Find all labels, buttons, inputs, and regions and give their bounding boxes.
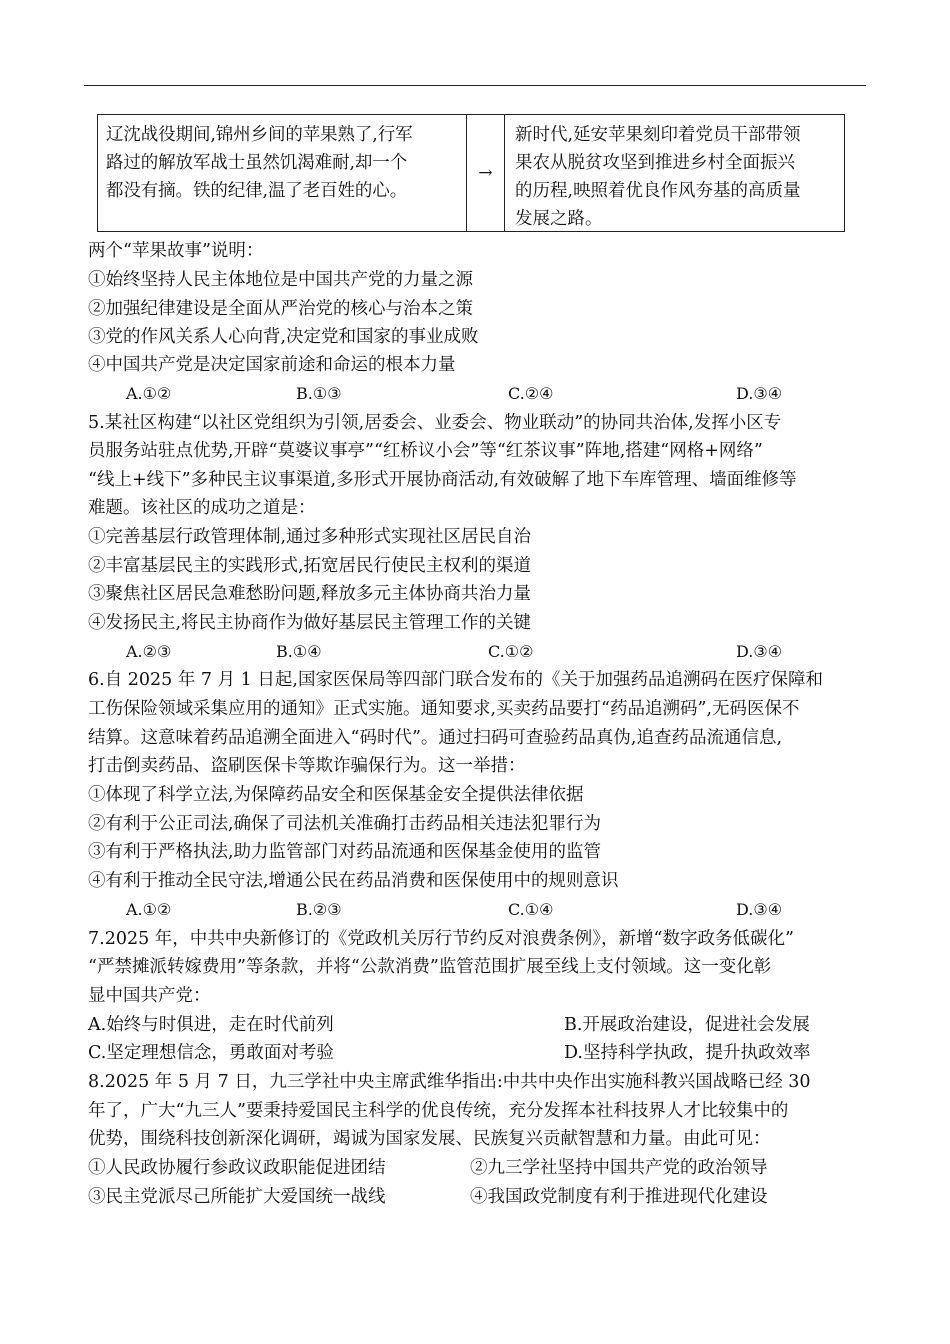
q6-option-c: C.①④	[508, 900, 554, 919]
q6-item: ①体现了科学立法,为保障药品安全和医保基金安全提供法律依据	[88, 785, 584, 805]
q5-stem-line: 5.某社区构建“以社区党组织为引领,居委会、业委会、物业联动”的协同共治体,发挥小区专	[88, 413, 782, 433]
q8-stem-line: 8.2025 年 5 月 7 日，九三学社中央主席武维华指出:中共中央作出实施科教兴国战略已经 30	[88, 1072, 811, 1092]
q8-item: ②九三学社坚持中国共产党的政治领导	[470, 1158, 768, 1178]
q5-stem-line: “线上+线下”多种民主议事渠道,多形式开展协商活动,有效破解了地下车库管理、墙面维修等	[88, 470, 797, 490]
q4-item: ②加强纪律建设是全面从严治党的核心与治本之策	[88, 299, 473, 319]
q4-item: ④中国共产党是决定国家前途和命运的根本力量	[88, 355, 456, 375]
q6-stem-line: 6.自 2025 年 7 月 1 日起,国家医保局等四部门联合发布的《关于加强药品追溯码在医疗保障和	[88, 670, 823, 690]
q6-option-a: A.①②	[126, 900, 172, 919]
q4-item: ①始终坚持人民主体地位是中国共产党的力量之源	[88, 270, 473, 290]
table-left-line: 辽沈战役期间,锦州乡间的苹果熟了,行军	[106, 125, 413, 145]
q5-item: ②丰富基层民主的实践形式,拓宽居民行使民主权利的渠道	[88, 556, 532, 576]
q7-stem-line: “严禁摊派转嫁费用”等条款，并将“公款消费”监管范围扩展至线上支付领域。这一变化彰	[88, 957, 772, 977]
arrow-icon: →	[467, 115, 505, 231]
q4-option-c: C.②④	[508, 384, 554, 403]
q5-option-b: B.①④	[276, 642, 322, 661]
q8-stem-line: 年了，广大“九三人”要秉持爱国民主科学的优良传统，充分发挥本社科技界人才比较集中的	[88, 1101, 789, 1121]
table-left-line: 路过的解放军战士虽然饥渴难耐,却一个	[106, 153, 408, 173]
q5-option-a: A.②③	[126, 642, 172, 661]
q6-stem-line: 打击倒卖药品、盗刷医保卡等欺诈骗保行为。这一举措：	[88, 756, 526, 776]
q4-option-d: D.③④	[736, 384, 783, 403]
table-right-line: 发展之路。	[515, 209, 603, 229]
q6-stem-line: 工伤保险领域采集应用的通知》正式实施。通知要求,买卖药品要打“药品追溯码”,无码医保不	[88, 699, 800, 719]
q6-item: ④有利于推动全民守法,增通公民在药品消费和医保使用中的规则意识	[88, 871, 619, 891]
q8-item: ①人民政协履行参政议政职能促进团结	[88, 1158, 386, 1178]
q6-option-b: B.②③	[296, 900, 342, 919]
q7-option-a: A.始终与时俱进，走在时代前列	[88, 1015, 334, 1035]
q5-option-d: D.③④	[736, 642, 783, 661]
q6-option-d: D.③④	[736, 900, 783, 919]
q5-item: ③聚焦社区居民急难愁盼问题,释放多元主体协商共治力量	[88, 584, 532, 604]
table-right-line: 新时代,延安苹果刻印着党员干部带领	[515, 125, 801, 145]
q5-option-c: C.①②	[488, 642, 534, 661]
q5-item: ④发扬民主,将民主协商作为做好基层民主管理工作的关键	[88, 613, 532, 633]
q7-option-c: C.坚定理想信念，勇敢面对考验	[88, 1043, 334, 1063]
q6-item: ③有利于严格执法,助力监管部门对药品流通和医保基金使用的监管	[88, 842, 602, 862]
q4-item: ③党的作风关系人心向背,决定党和国家的事业成败	[88, 327, 479, 347]
table-cell-left	[98, 115, 467, 231]
q6-stem-line: 结算。这意味着药品追溯全面进入“码时代”。通过扫码可查验药品真伪,追查药品流通信息,	[88, 728, 783, 748]
q8-item: ③民主党派尽己所能扩大爱国统一战线	[88, 1187, 386, 1207]
q7-stem-line: 显中国共产党：	[88, 986, 211, 1006]
q6-item: ②有利于公正司法,确保了司法机关准确打击药品相关违法犯罪行为	[88, 814, 602, 834]
q7-option-b: B.开展政治建设，促进社会发展	[564, 1015, 810, 1035]
q7-option-d: D.坚持科学执政，提升执政效率	[564, 1043, 811, 1063]
table-left-line: 都没有摘。铁的纪律,温了老百姓的心。	[106, 181, 408, 201]
q5-stem-line: 难题。该社区的成功之道是：	[88, 498, 316, 518]
q4-option-a: A.①②	[126, 384, 172, 403]
q4-stem: 两个“苹果故事”说明：	[88, 241, 264, 261]
q4-option-b: B.①③	[296, 384, 342, 403]
q5-item: ①完善基层行政管理体制,通过多种形式实现社区居民自治	[88, 527, 532, 547]
q5-stem-line: 员服务站驻点优势,开辟“莫婆议事亭”“红桥议小会”等“红茶议事”阵地,搭建“网格+网络”	[88, 441, 763, 461]
q8-item: ④我国政党制度有利于推进现代化建设	[470, 1187, 768, 1207]
table-right-line: 果农从脱贫攻坚到推进乡村全面振兴	[515, 153, 795, 173]
table-right-line: 的历程,映照着优良作风夯基的高质量	[515, 181, 801, 201]
q8-stem-line: 优势，围绕科技创新深化调研，竭诚为国家发展、民族复兴贡献智慧和力量。由此可见：	[88, 1129, 771, 1149]
table-cell-right	[505, 115, 844, 231]
story-table	[97, 114, 845, 232]
q7-stem-line: 7.2025 年，中共中央新修订的《党政机关厉行节约反对浪费条例》，新增“数字政务低碳化”	[88, 929, 794, 949]
header-rule	[84, 85, 866, 86]
